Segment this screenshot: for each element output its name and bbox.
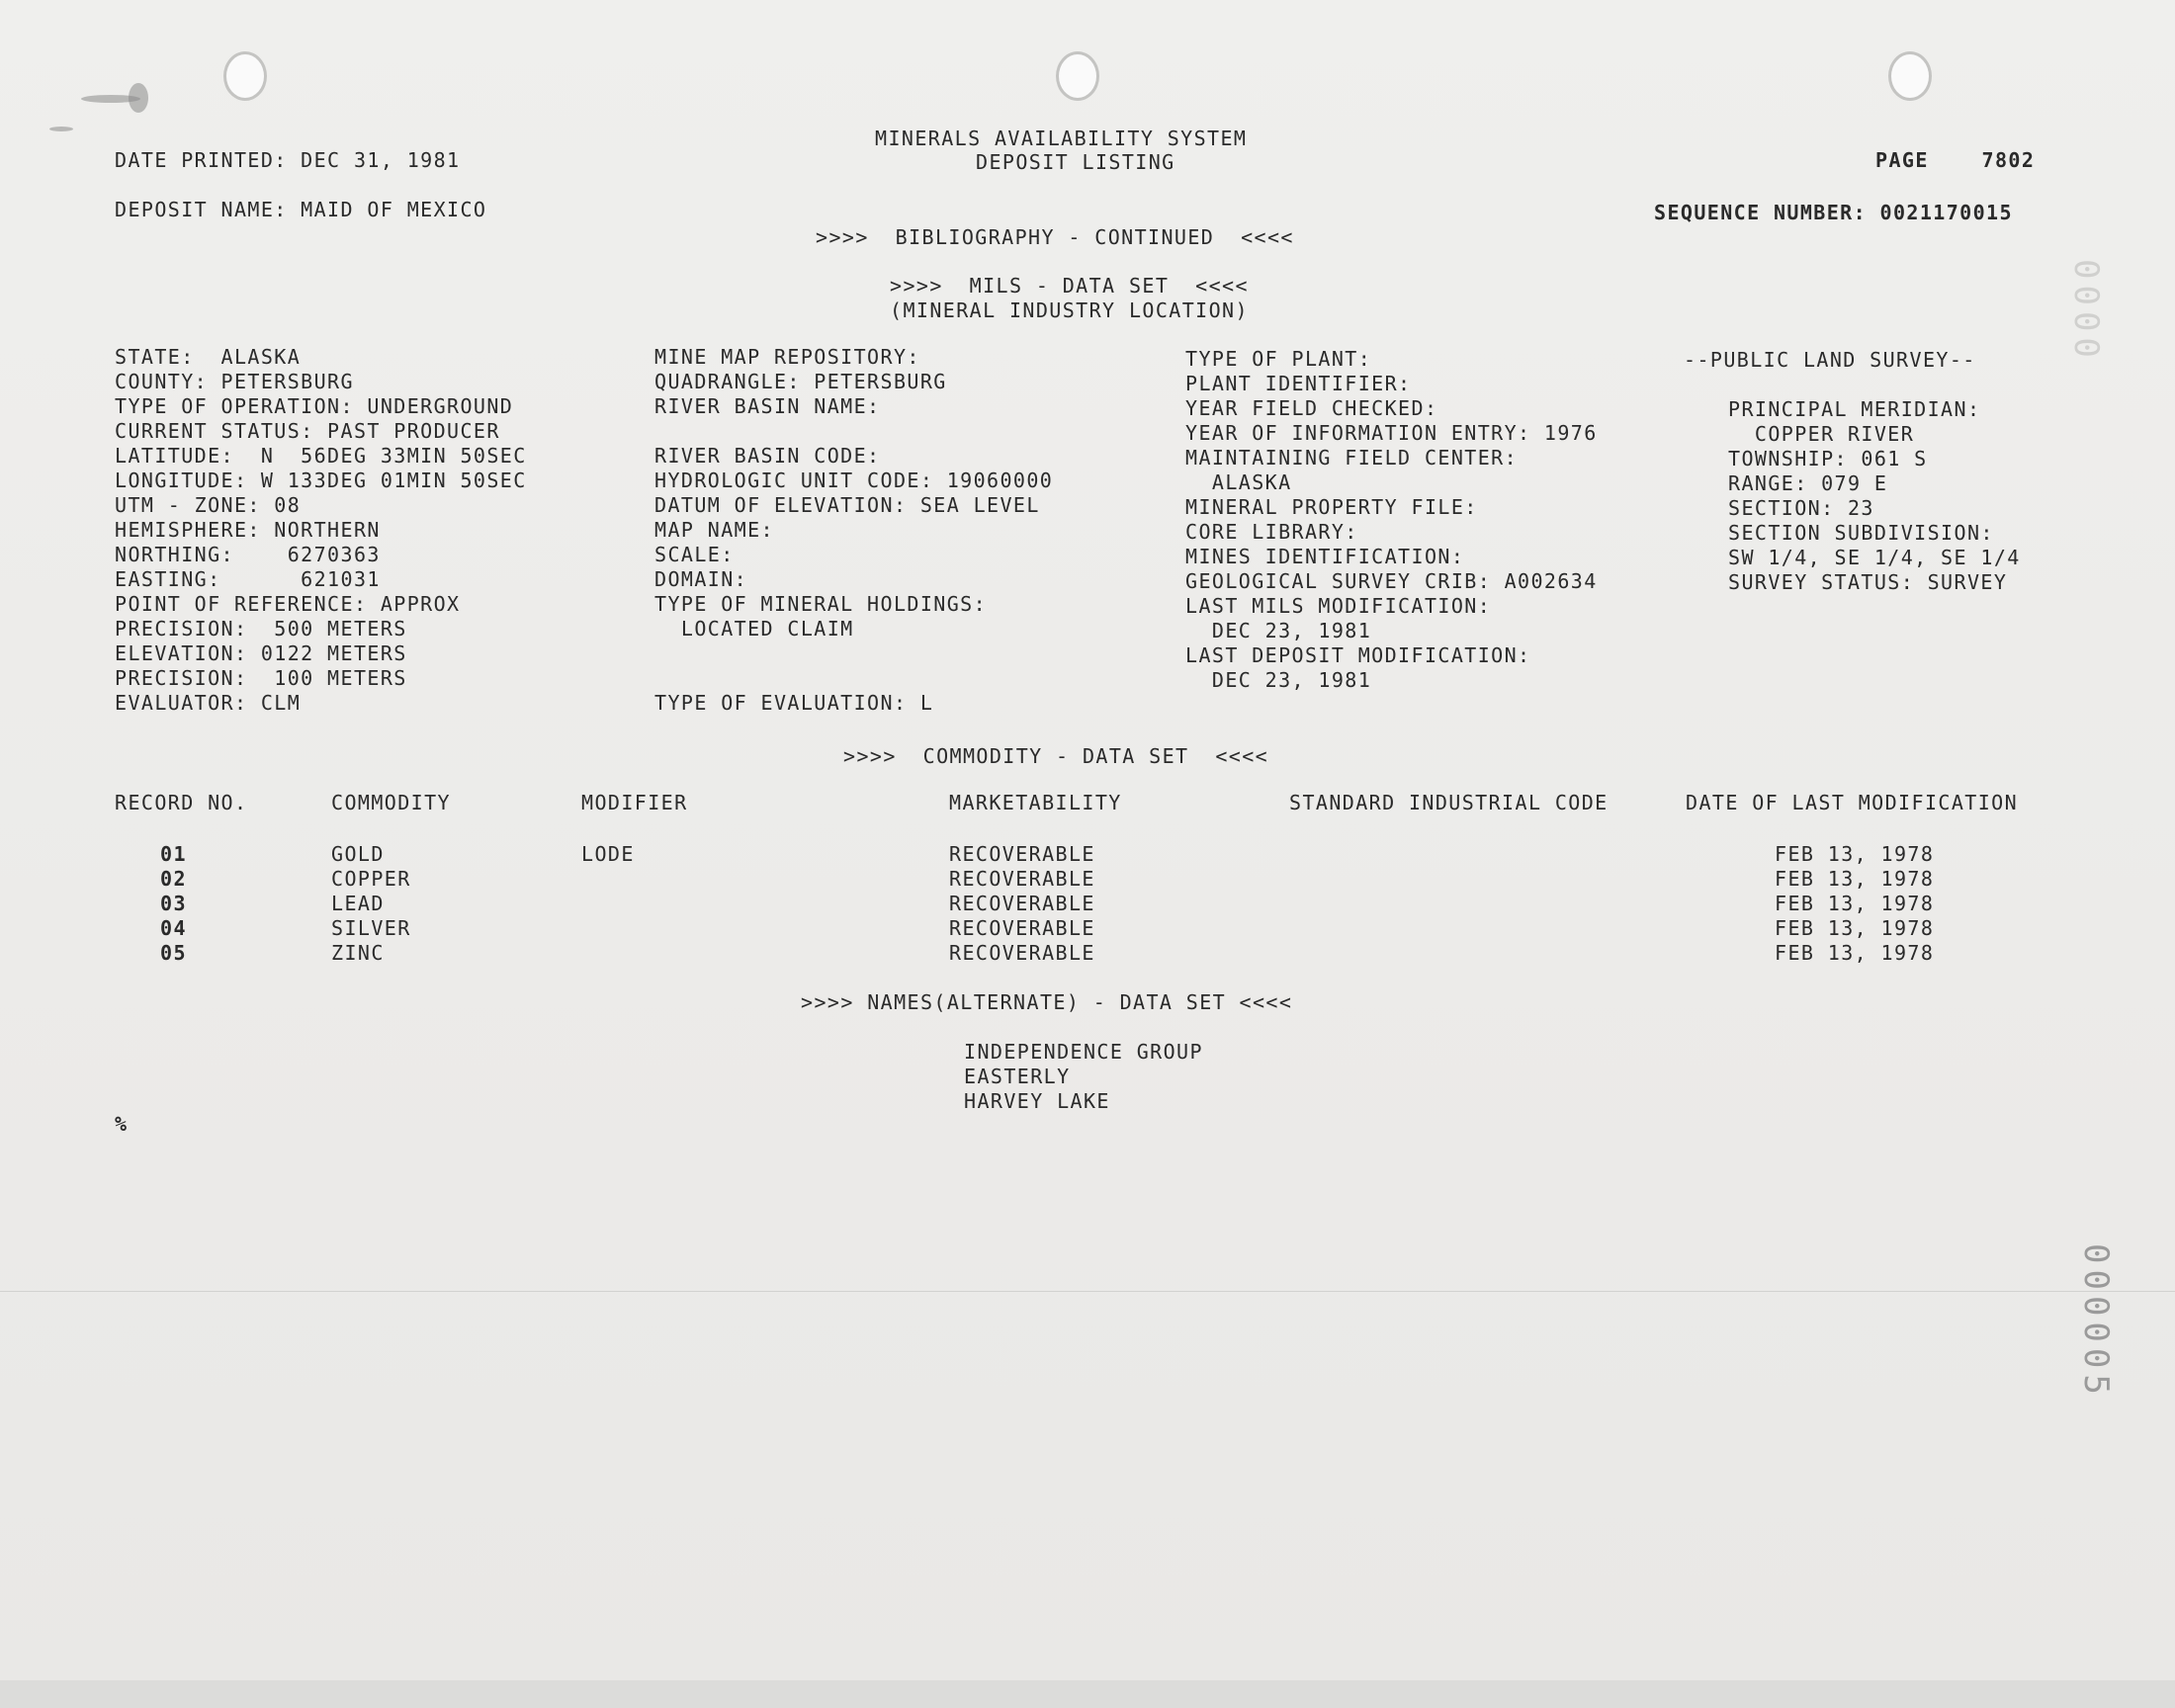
marketability-cell: RECOVERABLE xyxy=(949,941,1095,965)
margin-stamp-faint: 0000 xyxy=(2066,259,2106,364)
alternate-name-line: INDEPENDENCE GROUP xyxy=(964,1040,1203,1064)
fold-line xyxy=(0,1291,2175,1292)
date-cell: FEB 13, 1978 xyxy=(1775,941,1935,965)
bibliography-banner: >>>> BIBLIOGRAPHY - CONTINUED <<<< xyxy=(816,225,1294,249)
survey-field-line: SW 1/4, SE 1/4, SE 1/4 xyxy=(1728,546,2021,569)
plant-field-line: DEC 23, 1981 xyxy=(1185,668,1372,692)
geography-field-line: DOMAIN: xyxy=(654,567,748,591)
geography-field-line: RIVER BASIN CODE: xyxy=(654,444,881,468)
header-sic: STANDARD INDUSTRIAL CODE xyxy=(1289,791,1609,814)
location-field-line: LATITUDE: N 56DEG 33MIN 50SEC xyxy=(115,444,527,468)
commodity-cell: ZINC xyxy=(331,941,385,965)
public-land-survey-details xyxy=(1728,397,2021,595)
survey-field-line: SURVEY STATUS: SURVEY xyxy=(1728,570,2008,594)
location-field-line: COUNTY: PETERSBURG xyxy=(115,370,354,393)
header-date-last-mod: DATE OF LAST MODIFICATION xyxy=(1686,791,2019,814)
commodity-banner: >>>> COMMODITY - DATA SET <<<< xyxy=(843,744,1269,768)
record-no-cell: 01 xyxy=(160,842,187,866)
date-cell: FEB 13, 1978 xyxy=(1775,916,1935,940)
location-field-line: TYPE OF OPERATION: UNDERGROUND xyxy=(115,394,514,418)
geography-field-line: QUADRANGLE: PETERSBURG xyxy=(654,370,947,393)
commodity-cell: COPPER xyxy=(331,867,411,891)
table-row xyxy=(0,842,2175,867)
plant-field-line: YEAR FIELD CHECKED: xyxy=(1185,396,1438,420)
location-field-line: CURRENT STATUS: PAST PRODUCER xyxy=(115,419,500,443)
modifier-cell: LODE xyxy=(581,842,635,866)
geography-field-line: MINE MAP REPOSITORY: xyxy=(654,345,920,369)
location-field-line: ELEVATION: 0122 METERS xyxy=(115,641,407,665)
table-row xyxy=(0,892,2175,916)
geography-field-line: MAP NAME: xyxy=(654,518,774,542)
marketability-cell: RECOVERABLE xyxy=(949,892,1095,915)
location-field-line: HEMISPHERE: NORTHERN xyxy=(115,518,381,542)
geography-field-line: RIVER BASIN NAME: xyxy=(654,394,881,418)
public-land-survey-title: --PUBLIC LAND SURVEY-- xyxy=(1684,348,1976,372)
plant-field-line: TYPE OF PLANT: xyxy=(1185,347,1372,371)
plant-field-line: YEAR OF INFORMATION ENTRY: 1976 xyxy=(1185,421,1598,445)
commodity-cell: GOLD xyxy=(331,842,385,866)
punch-hole-left xyxy=(223,51,267,101)
date-cell: FEB 13, 1978 xyxy=(1775,892,1935,915)
survey-field-line: COPPER RIVER xyxy=(1728,422,1915,446)
commodity-table-header xyxy=(0,791,2175,815)
record-no-cell: 04 xyxy=(160,916,187,940)
table-row xyxy=(0,867,2175,892)
geography-field-line: TYPE OF EVALUATION: L xyxy=(654,691,934,715)
survey-field-line: TOWNSHIP: 061 S xyxy=(1728,447,1928,470)
table-row xyxy=(0,941,2175,966)
geography-field-line: DATUM OF ELEVATION: SEA LEVEL xyxy=(654,493,1040,517)
date-cell: FEB 13, 1978 xyxy=(1775,867,1935,891)
geography-field-line: LOCATED CLAIM xyxy=(654,617,854,640)
marketability-cell: RECOVERABLE xyxy=(949,867,1095,891)
location-field-line: POINT OF REFERENCE: APPROX xyxy=(115,592,461,616)
plant-field-line: CORE LIBRARY: xyxy=(1185,520,1358,544)
marketability-cell: RECOVERABLE xyxy=(949,916,1095,940)
header-commodity: COMMODITY xyxy=(331,791,451,814)
plant-field-line: LAST MILS MODIFICATION: xyxy=(1185,594,1492,618)
system-title: MINERALS AVAILABILITY SYSTEM xyxy=(875,127,1248,150)
plant-field-line: LAST DEPOSIT MODIFICATION: xyxy=(1185,643,1531,667)
location-field-line: UTM - ZONE: 08 xyxy=(115,493,302,517)
header-modifier: MODIFIER xyxy=(581,791,688,814)
record-no-cell: 03 xyxy=(160,892,187,915)
marketability-cell: RECOVERABLE xyxy=(949,842,1095,866)
location-field-line: STATE: ALASKA xyxy=(115,345,302,369)
geography-field-line: TYPE OF MINERAL HOLDINGS: xyxy=(654,592,988,616)
margin-stamp: 000005 xyxy=(2076,1243,2116,1401)
punch-hole-right xyxy=(1888,51,1932,101)
geography-field-line: SCALE: xyxy=(654,543,735,566)
location-field-line: LONGITUDE: W 133DEG 01MIN 50SEC xyxy=(115,469,527,492)
plant-field-line: MINES IDENTIFICATION: xyxy=(1185,545,1465,568)
location-field-line: PRECISION: 100 METERS xyxy=(115,666,407,690)
geography-field-line xyxy=(654,419,1053,444)
alternate-name-line: HARVEY LAKE xyxy=(964,1089,1110,1113)
mils-subtitle: (MINERAL INDUSTRY LOCATION) xyxy=(890,299,1249,322)
plant-field-line: MAINTAINING FIELD CENTER: xyxy=(1185,446,1519,470)
alternate-names-list xyxy=(964,1040,1203,1114)
deposit-name: DEPOSIT NAME: MAID OF MEXICO xyxy=(115,198,487,221)
mils-banner: >>>> MILS - DATA SET <<<< xyxy=(890,274,1249,298)
survey-field-line: SECTION: 23 xyxy=(1728,496,1874,520)
sequence-number: SEQUENCE NUMBER: 0021170015 xyxy=(1654,201,2013,224)
names-banner: >>>> NAMES(ALTERNATE) - DATA SET <<<< xyxy=(801,990,1293,1014)
record-no-cell: 02 xyxy=(160,867,187,891)
geography-field-line xyxy=(654,641,1053,666)
commodity-cell: LEAD xyxy=(331,892,385,915)
plant-field-line: GEOLOGICAL SURVEY CRIB: A002634 xyxy=(1185,569,1598,593)
survey-field-line: RANGE: 079 E xyxy=(1728,471,1888,495)
header-record-no: RECORD NO. xyxy=(115,791,248,814)
header-marketability: MARKETABILITY xyxy=(949,791,1122,814)
mils-column-location xyxy=(115,345,527,716)
footer-percent-mark: % xyxy=(115,1112,129,1136)
plant-field-line: DEC 23, 1981 xyxy=(1185,619,1372,642)
ink-smudge xyxy=(49,127,73,131)
plant-field-line: MINERAL PROPERTY FILE: xyxy=(1185,495,1478,519)
plant-field-line: ALASKA xyxy=(1185,470,1292,494)
survey-field-line: PRINCIPAL MERIDIAN: xyxy=(1728,397,1981,421)
location-field-line: NORTHING: 6270363 xyxy=(115,543,381,566)
date-printed: DATE PRINTED: DEC 31, 1981 xyxy=(115,148,461,172)
mils-column-plant xyxy=(1185,347,1598,693)
ink-smudge xyxy=(129,83,148,113)
geography-field-line xyxy=(654,666,1053,691)
plant-field-line: PLANT IDENTIFIER: xyxy=(1185,372,1412,395)
page-bottom-edge xyxy=(0,1680,2175,1708)
record-no-cell: 05 xyxy=(160,941,187,965)
geography-field-line: HYDROLOGIC UNIT CODE: 19060000 xyxy=(654,469,1054,492)
mils-column-geography xyxy=(654,345,1053,716)
location-field-line: EVALUATOR: CLM xyxy=(115,691,302,715)
survey-field-line: SECTION SUBDIVISION: xyxy=(1728,521,1994,545)
table-row xyxy=(0,916,2175,941)
location-field-line: EASTING: 621031 xyxy=(115,567,381,591)
page-number: PAGE 7802 xyxy=(1875,148,2036,172)
alternate-name-line: EASTERLY xyxy=(964,1065,1071,1088)
commodity-cell: SILVER xyxy=(331,916,411,940)
punch-hole-center xyxy=(1056,51,1099,101)
listing-title: DEPOSIT LISTING xyxy=(976,150,1175,174)
location-field-line: PRECISION: 500 METERS xyxy=(115,617,407,640)
date-cell: FEB 13, 1978 xyxy=(1775,842,1935,866)
